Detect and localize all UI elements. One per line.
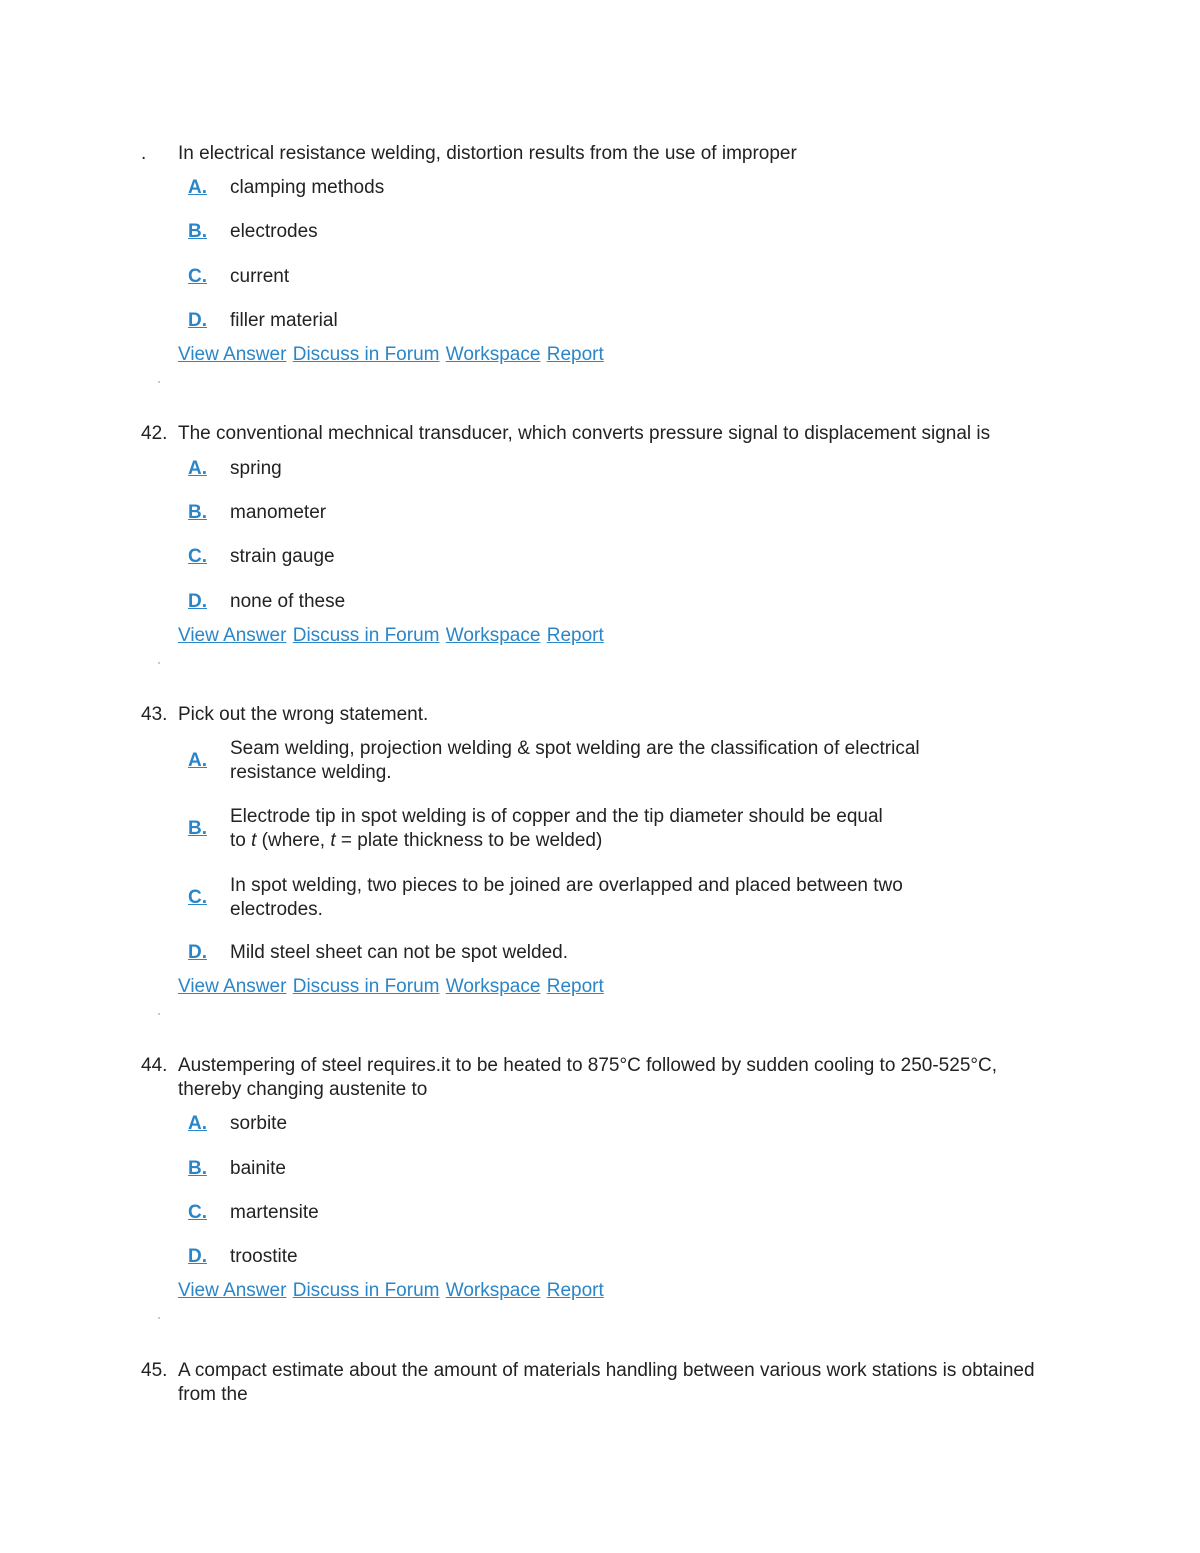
discuss-forum-link[interactable]: Discuss in Forum [292,344,440,365]
option-text: filler material [230,310,338,331]
option-letter[interactable]: D. [188,591,207,612]
variable-t: t [330,830,336,851]
report-link[interactable]: Report [546,976,604,997]
option-text: none of these [230,591,346,612]
view-answer-link[interactable]: View Answer [178,976,287,997]
option-text: electrodes [230,221,318,242]
workspace-link[interactable]: Workspace [445,1280,541,1301]
question-text: The conventional mechnical transducer, which converts pressure signal to displacement signal is [178,423,991,444]
discuss-forum-link[interactable]: Discuss in Forum [292,976,440,997]
option-text: martensite [230,1202,319,1223]
option-text-post: = plate thickness to be welded) [335,830,603,851]
question-text: In electrical resistance welding, distortion results from the use of improper [178,143,797,164]
report-link[interactable]: Report [546,344,604,365]
report-link[interactable]: Report [546,1280,604,1301]
option-letter[interactable]: B. [188,818,207,839]
question-number: . [141,143,147,164]
option-text-mid: (where, [256,830,331,851]
option-text: bainite [230,1158,286,1179]
question-number: 43. [141,704,168,725]
option-letter[interactable]: D. [188,1246,207,1267]
option-letter[interactable]: B. [188,502,207,523]
option-letter[interactable]: A. [188,1113,207,1134]
answer-links [178,975,605,999]
option-text: Seam welding, projection welding & spot welding are the classification of electrical resistance welding. [230,738,920,783]
option-letter[interactable]: C. [188,1202,207,1223]
option-text-pre: to [230,830,252,851]
view-answer-link[interactable]: View Answer [178,344,287,365]
workspace-link[interactable]: Workspace [445,976,541,997]
option-letter[interactable]: C. [188,546,207,567]
question-number: 44. [141,1055,168,1076]
question-number: 42. [141,423,168,444]
option-text: Mild steel sheet can not be spot welded. [230,942,568,963]
option-text: current [230,266,290,287]
question-number: 45. [141,1360,168,1381]
view-answer-link[interactable]: View Answer [178,1280,287,1301]
option-text [230,805,990,853]
question-text: Austempering of steel requires.it to be heated to 875°C followed by sudden cooling to 250-525°C, thereby changing austenite to [178,1055,997,1100]
report-link[interactable]: Report [546,625,604,646]
option-letter[interactable]: B. [188,1158,207,1179]
answer-links [178,1279,605,1303]
question-text: A compact estimate about the amount of materials handling between various work stations is obtained from the [178,1360,1035,1405]
discuss-forum-link[interactable]: Discuss in Forum [292,1280,440,1301]
separator-dot [158,1317,160,1319]
option-text-line1: Electrode tip in spot welding is of copper and the tip diameter should be equal [230,806,883,827]
option-letter[interactable]: D. [188,310,207,331]
separator-dot [158,381,160,383]
option-text: sorbite [230,1113,288,1134]
view-answer-link[interactable]: View Answer [178,625,287,646]
option-text: In spot welding, two pieces to be joined are overlapped and placed between two electrodes. [230,875,903,920]
separator-dot [158,662,160,664]
option-letter[interactable]: C. [188,887,207,908]
option-letter[interactable]: A. [188,458,207,479]
option-text: strain gauge [230,546,335,567]
option-letter[interactable]: D. [188,942,207,963]
option-letter[interactable]: C. [188,266,207,287]
answer-links [178,624,605,648]
separator-dot [158,1013,160,1015]
option-letter[interactable]: B. [188,221,207,242]
answer-links [178,343,605,367]
option-letter[interactable]: A. [188,750,207,771]
option-text: spring [230,458,282,479]
variable-t: t [251,830,257,851]
option-letter[interactable]: A. [188,177,207,198]
option-text: manometer [230,502,327,523]
option-text: clamping methods [230,177,385,198]
discuss-forum-link[interactable]: Discuss in Forum [292,625,440,646]
question-text: Pick out the wrong statement. [178,704,429,725]
option-text: troostite [230,1246,298,1267]
workspace-link[interactable]: Workspace [445,625,541,646]
workspace-link[interactable]: Workspace [445,344,541,365]
